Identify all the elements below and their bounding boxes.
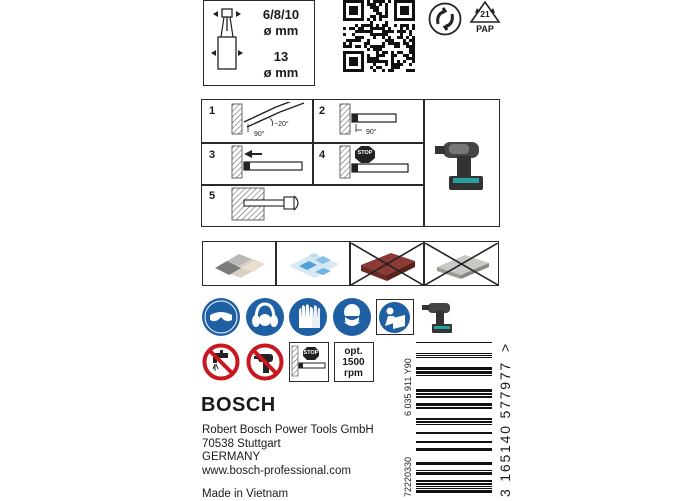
glass-mosaic-material-icon: [285, 246, 343, 282]
green-dot-icon: [428, 2, 462, 36]
tip-diameter-unit: ø mm: [263, 23, 299, 38]
step-3-number: 3: [209, 149, 216, 161]
batch-code: 72220330: [403, 456, 413, 497]
speed-value: 1500: [342, 357, 365, 368]
stone-material-icon-crossed: [425, 243, 498, 285]
tip-diameter-values: 6/8/10: [262, 7, 300, 22]
bit-spec-box: [203, 0, 315, 86]
step-1-angle-main: 90°: [254, 131, 265, 138]
cordless-drill-small-icon: [420, 297, 456, 337]
brand-logo: BOSCH: [201, 394, 276, 416]
speed-label: opt.: [344, 346, 363, 357]
no-hammer-drilling-icon: [246, 343, 284, 381]
country-of-origin: Made in Vietnam: [202, 488, 289, 500]
drill-bit-diagram: [204, 1, 248, 85]
stop-sign-icon: STOP: [355, 146, 375, 163]
step-5-diagram: [230, 186, 320, 224]
step-2-diagram: [338, 102, 418, 140]
manufacturer-website: www.bosch-professional.com: [202, 465, 351, 477]
eye-protection-icon: [202, 298, 240, 336]
step-2-number: 2: [319, 105, 326, 117]
shank-diameter-unit: ø mm: [263, 65, 299, 80]
step-5-number: 5: [209, 190, 216, 202]
ean-barcode: [414, 342, 504, 500]
step-1-number: 1: [209, 105, 216, 117]
manufacturer-city: 70538 Stuttgart: [202, 438, 281, 450]
recycling-code-icon: [468, 0, 502, 38]
ceramic-tile-material-icon: [211, 246, 269, 282]
step-1-angle-tilt: ~20°: [274, 121, 289, 128]
barcode-digits: 3 165140 577977: [497, 361, 513, 497]
step-3-diagram: [230, 144, 310, 182]
instructions-panel: [201, 99, 500, 227]
read-manual-icon: [376, 299, 414, 335]
stop-drill-depth-label: STOP: [303, 350, 319, 356]
part-number: 6 035 911 Y90: [403, 358, 413, 416]
manufacturer-name: Robert Bosch Power Tools GmbH: [202, 424, 374, 436]
protective-gloves-icon: [289, 298, 327, 336]
hearing-protection-icon: [246, 298, 284, 336]
qr-code: [343, 0, 415, 72]
speed-unit: rpm: [344, 368, 363, 379]
recycling-code-text: PAP: [476, 24, 494, 34]
dust-mask-icon: [333, 298, 371, 336]
manufacturer-country: GERMANY: [202, 451, 261, 463]
cordless-drill-icon: [433, 130, 493, 194]
step-4-diagram: [338, 144, 418, 182]
speed-rating-box: [334, 342, 374, 382]
stop-drill-depth-icon: [289, 342, 329, 382]
materials-panel: [202, 241, 499, 286]
brick-material-icon-crossed: [351, 243, 423, 285]
shank-diameter-value: 13: [273, 49, 289, 64]
no-water-cooling-icon: [202, 343, 240, 381]
step-2-angle-main: 90°: [366, 129, 377, 136]
step-1-diagram: [230, 102, 310, 140]
recycling-code-number: 21: [480, 9, 490, 19]
step-4-number: 4: [319, 149, 326, 161]
barcode-arrow: >: [497, 343, 513, 352]
